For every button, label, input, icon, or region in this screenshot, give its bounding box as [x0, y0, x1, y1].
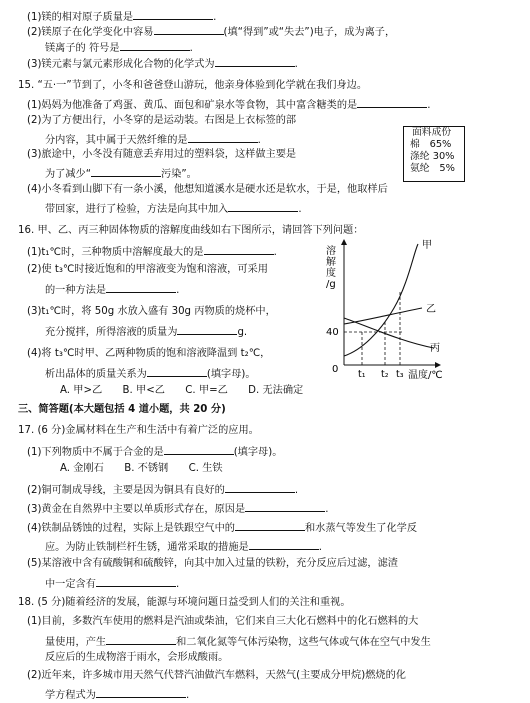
q16-part-1: (1)t₁℃时，三种物质中溶解度最大的是 . — [27, 243, 277, 260]
q17-part-5b: 中一定含有 . — [45, 575, 179, 592]
y-tick-label: 40 — [326, 327, 339, 338]
section-heading: 三、简答题(本大题包括 4 道小题，共 20 分) — [18, 404, 226, 415]
q17-part-1-options: A. 金刚石 B. 不锈钢 C. 生铁 — [60, 463, 223, 474]
q16-part-4b: 析出晶体的质量关系为 (填字母)。 — [45, 365, 256, 382]
q17-part-3: (3)黄金在自然界中主要以单质形式存在，原因是 . — [27, 500, 328, 517]
answer-blank[interactable] — [147, 365, 207, 377]
q16-part-3b: 充分搅拌，所得溶液的质量为 g. — [45, 323, 247, 340]
answer-blank[interactable] — [249, 538, 319, 550]
q15-part-2b: 分内容，其中属于天然纤维的是 . — [45, 131, 261, 148]
q17-part-2: (2)铜可制成导线，主要是因为铜具有良好的 . — [27, 481, 298, 498]
q14-part-2a: (2)镁原子在化学变化中容易 (填“得到”或“失去”)电子，成为离子， — [27, 23, 395, 40]
q15-part-1: (1)妈妈为他准备了鸡蛋、黄瓜、面包和矿泉水等食物，其中富含糖类的是 . — [27, 96, 431, 113]
answer-blank[interactable] — [96, 686, 186, 698]
q18-part-2b: 学方程式为 . — [45, 686, 189, 703]
q16-part-2b: 的一种方法是 . — [45, 281, 179, 298]
x-tick-t2: t₂ — [381, 369, 389, 380]
origin-label: 0 — [332, 364, 339, 375]
fabric-row: 氨纶 5% — [410, 163, 455, 174]
x-tick-t3: t₃ — [396, 369, 404, 380]
y-label-char-2: 解 — [326, 257, 336, 268]
q15-part-2a: (2)为了方便出行，小冬穿的是运动装。右图是上衣标签的部 — [27, 115, 297, 126]
q15-stem: 15. “五·一”节到了，小冬和爸爸登山游玩，他亲身体验到化学就在我们身边。 — [18, 80, 368, 91]
q16-stem: 16. 甲、乙、丙三种固体物质的溶解度曲线如右下图所示，请回答下列问题： — [18, 225, 364, 236]
series-jia-curve — [344, 244, 418, 356]
q15-part-3a: (3)旅途中，小冬没有随意丢弃用过的塑料袋，这样做主要是 — [27, 149, 297, 160]
fabric-label-box — [403, 126, 465, 182]
answer-blank[interactable] — [188, 131, 258, 143]
series-label-yi: 乙 — [426, 304, 436, 315]
solubility-chart — [322, 232, 477, 387]
x-axis-label: 温度/℃ — [408, 370, 443, 381]
q17-part-1: (1)下列物质中不属于合金的是 (填字母)。 — [27, 443, 282, 460]
q16-part-4a: (4)将 t₃℃时甲、乙两种物质的饱和溶液降温到 t₂℃， — [27, 348, 271, 359]
q16-options: A. 甲>乙 B. 甲<乙 C. 甲=乙 D. 无法确定 — [60, 385, 304, 396]
answer-blank[interactable] — [91, 165, 161, 177]
answer-blank[interactable] — [235, 519, 305, 531]
series-bing-curve — [344, 318, 434, 348]
q15-part-3b: 为了减少“ 污染”。 — [45, 165, 197, 182]
series-label-jia: 甲 — [422, 240, 432, 251]
answer-blank[interactable] — [154, 23, 224, 35]
fabric-row: 棉 65% — [410, 139, 452, 150]
fabric-label-title: 面料成份 — [412, 127, 452, 138]
answer-blank[interactable] — [96, 575, 176, 587]
x-tick-t1: t₁ — [358, 369, 366, 380]
y-label-char-1: 溶 — [326, 246, 336, 257]
q17-stem: 17. (6 分)金属材料在生产和生活中有着广泛的应用。 — [18, 425, 259, 436]
y-label-char-3: 度 — [326, 268, 336, 279]
answer-blank[interactable] — [164, 443, 234, 455]
answer-blank[interactable] — [357, 96, 427, 108]
q18-part-1a: (1)目前，多数汽车使用的燃料是汽油或柴油，它们来自三大化石燃料中的化石燃料的大 — [27, 616, 419, 627]
q14-part-2b: 镁离子的 符号是 . — [45, 39, 193, 56]
y-axis-label — [326, 244, 339, 290]
q15-part-4b: 带回家，进行了检验，方法是向其中加入 . — [45, 200, 302, 217]
series-yi-curve — [344, 308, 422, 324]
series-label-bing: 丙 — [430, 343, 440, 354]
y-label-char-4: /g — [326, 279, 336, 290]
q18-part-1b: 量使用，产生 和二氧化氮等气体污染物，这些气体或气体在空气中发生 — [45, 633, 431, 650]
answer-blank[interactable] — [245, 500, 325, 512]
q17-part-4a: (4)铁制品锈蚀的过程，实际上是铁跟空气中的 和水蒸气等发生了化学反 — [27, 519, 417, 536]
answer-blank[interactable] — [228, 200, 298, 212]
answer-blank[interactable] — [106, 281, 176, 293]
q14-part-1: (1)镁的相对原子质量是 . — [27, 8, 216, 25]
q17-part-5a: (5)某溶液中含有硫酸铜和硫酸锌，向其中加入过量的铁粉，充分反应后过滤，滤渣 — [27, 558, 398, 569]
q18-part-1c: 反应后的生成物溶于雨水，会形成酸雨。 — [45, 652, 229, 663]
answer-blank[interactable] — [177, 323, 237, 335]
q16-part-3a: (3)t₁℃时，将 50g 水放入盛有 30g 丙物质的烧杯中， — [27, 306, 276, 317]
answer-blank[interactable] — [133, 8, 213, 20]
q14-part-3: (3)镁元素与氯元素形成化合物的化学式为 . — [27, 55, 298, 72]
q16-part-2a: (2)使 t₃℃时接近饱和的甲溶液变为饱和溶液，可采用 — [27, 264, 268, 275]
answer-blank[interactable] — [204, 243, 274, 255]
answer-blank[interactable] — [106, 633, 176, 645]
q15-part-4a: (4)小冬看到山脚下有一条小溪，他想知道溪水是硬水还是软水，于是，他取样后 — [27, 184, 388, 195]
q17-part-4b: 应。为防止铁制栏杆生锈，通常采取的措施是 . — [45, 538, 322, 555]
answer-blank[interactable] — [215, 55, 295, 67]
answer-blank[interactable] — [120, 39, 190, 51]
answer-blank[interactable] — [225, 481, 295, 493]
fabric-row: 涤纶 30% — [410, 151, 455, 162]
q18-part-2a: (2)近年来，许多城市用天然气代替汽油做汽车燃料，天然气(主要成分甲烷)燃烧的化 — [27, 670, 406, 681]
q18-stem: 18. (5 分)随着经济的发展，能源与环境问题日益受到人们的关注和重视。 — [18, 597, 351, 608]
